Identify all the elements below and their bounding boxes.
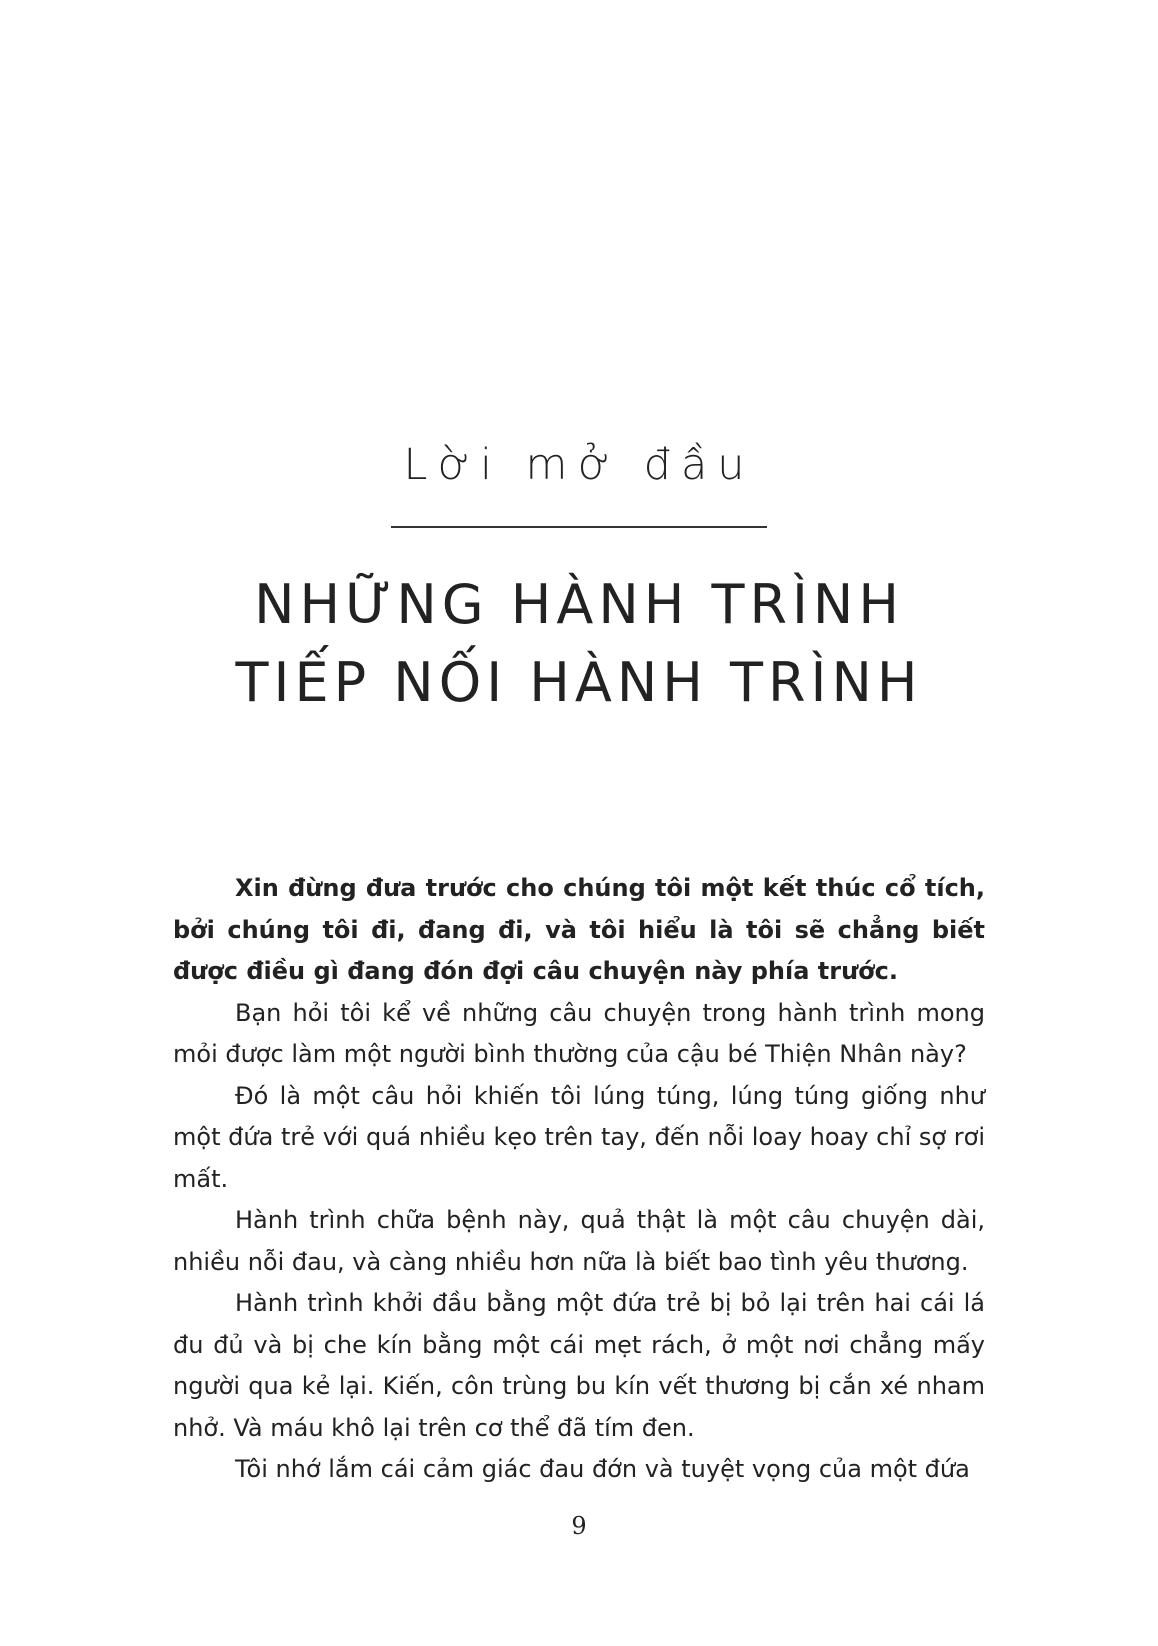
chapter-title-line-1: NHỮNG HÀNH TRÌNH [254, 573, 904, 636]
chapter-title-line-2: TIẾP NỐI HÀNH TRÌNH [235, 651, 923, 714]
chapter-title [0, 566, 1158, 722]
paragraph: Bạn hỏi tôi kể về những câu chuyện trong hành trình mong mỏi được làm một người bình thường của cậu bé Thiện Nhân này? [173, 998, 985, 1068]
title-divider [391, 526, 767, 528]
paragraph: Hành trình khởi đầu bằng một đứa trẻ bị bỏ lại trên hai cái lá đu đủ và bị che kín bằng một cái mẹt rách, ở một nơi chẳng mấy người qua kẻ lại. Kiến, côn trùng bu kín vết thương bị cắn xé nham nhở. Và máu khô lại trên cơ thể đã tím đen. [173, 1289, 985, 1442]
paragraph: Đó là một câu hỏi khiến tôi lúng túng, lúng túng giống như một đứa trẻ với quá nhiều kẹo trên tay, đến nỗi loay hoay chỉ sợ rơi mất. [173, 1081, 985, 1193]
chapter-kicker: Lời mở đầu [403, 440, 755, 490]
body-text [173, 868, 985, 1491]
paragraph: Tôi nhớ lắm cái cảm giác đau đớn và tuyệt vọng của một đứa [235, 1455, 970, 1483]
page-number: 9 [571, 1512, 587, 1540]
lead-paragraph: Xin đừng đưa trước cho chúng tôi một kết thúc cổ tích, bởi chúng tôi đi, đang đi, và tôi hiểu là tôi sẽ chẳng biết được điều gì đang đón đợi câu chuyện này phía trước. [173, 874, 985, 985]
paragraph: Hành trình chữa bệnh này, quả thật là một câu chuyện dài, nhiều nỗi đau, và càng nhiều hơn nữa là biết bao tình yêu thương. [173, 1206, 985, 1276]
